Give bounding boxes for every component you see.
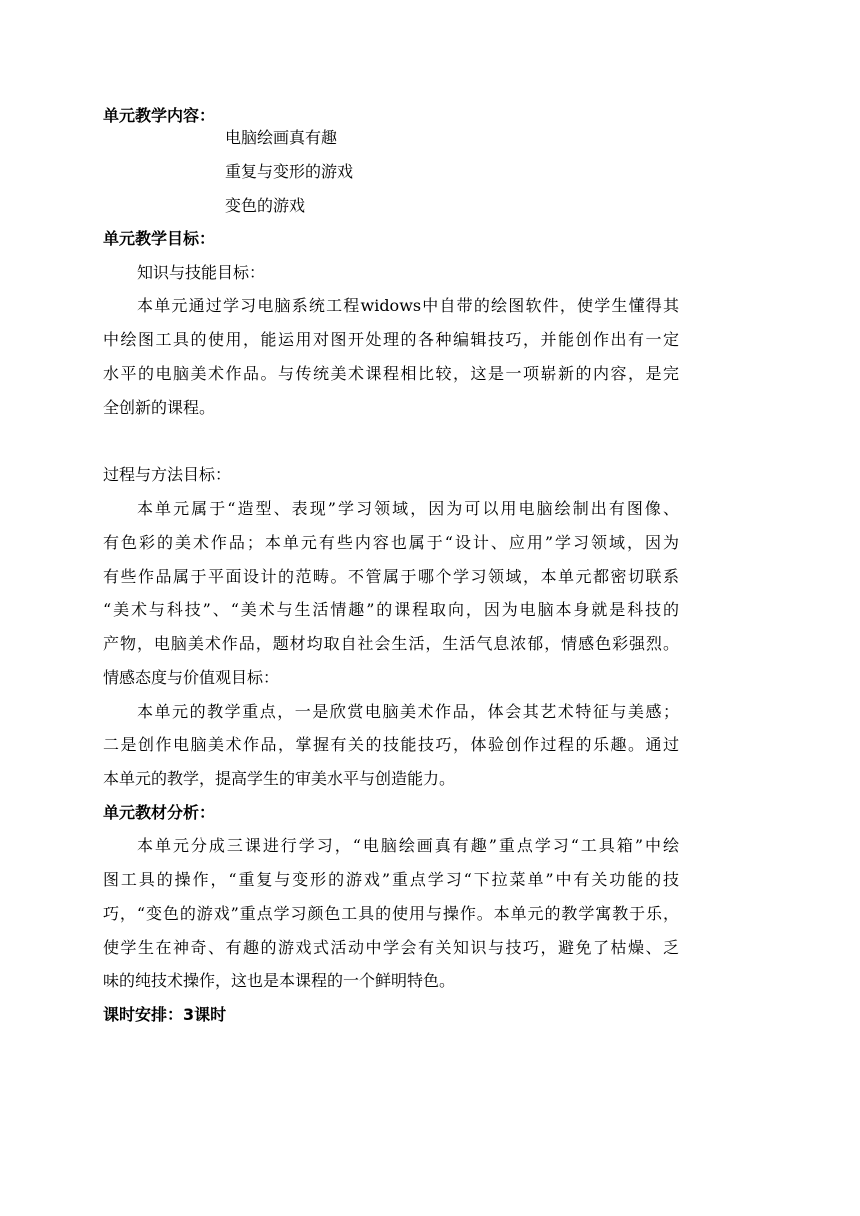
process-line-3: 有些作品属于平面设计的范畴。不管属于哪个学习领域，本单元都密切联系 [103, 567, 679, 586]
knowledge-line-1: 本单元通过学习电脑系统工程widows中自带的绘图软件，使学生懂得其 [137, 296, 679, 315]
content-item-2: 重复与变形的游戏 [225, 162, 354, 181]
process-goal-label: 过程与方法目标： [103, 465, 232, 484]
heading-unit-analysis: 单元教材分析： [103, 803, 216, 822]
process-line-2: 有色彩的美术作品；本单元有些内容也属于“设计、应用”学习领域，因为 [103, 533, 679, 552]
analysis-line-4: 使学生在神奇、有趣的游戏式活动中学会有关知识与技巧，避免了枯燥、乏 [103, 938, 679, 957]
content-item-3: 变色的游戏 [225, 196, 306, 215]
analysis-line-5: 味的纯技术操作，这也是本课程的一个鲜明特色。 [103, 971, 456, 990]
attitude-line-3: 本单元的教学，提高学生的审美水平与创造能力。 [103, 769, 456, 788]
attitude-line-1: 本单元的教学重点，一是欣赏电脑美术作品，体会其艺术特征与美感； [137, 702, 679, 721]
knowledge-line-2: 中绘图工具的使用，能运用对图开处理的各种编辑技巧，并能创作出有一定 [103, 330, 679, 349]
analysis-line-3: 巧，“变色的游戏”重点学习颜色工具的使用与操作。本单元的教学寓教于乐， [103, 904, 679, 923]
process-line-4: “美术与科技”、“美术与生活情趣”的课程取向，因为电脑本身就是科技的 [103, 600, 679, 619]
content-item-1: 电脑绘画真有趣 [225, 128, 338, 147]
attitude-goal-label: 情感态度与价值观目标： [103, 668, 280, 687]
heading-unit-goals: 单元教学目标： [103, 229, 216, 248]
attitude-line-2: 二是创作电脑美术作品，掌握有关的技能技巧，体验创作过程的乐趣。通过 [103, 735, 679, 754]
knowledge-line-4: 全创新的课程。 [103, 398, 216, 417]
heading-unit-content: 单元教学内容： [103, 106, 216, 125]
knowledge-line-3: 水平的电脑美术作品。与传统美术课程相比较，这是一项崭新的内容，是完 [103, 364, 679, 383]
process-line-5: 产物，电脑美术作品，题材均取自社会生活，生活气息浓郁，情感色彩强烈。 [103, 634, 679, 653]
analysis-line-1: 本单元分成三课进行学习，“电脑绘画真有趣”重点学习“工具箱”中绘 [137, 836, 679, 855]
process-line-1: 本单元属于“造型、表现”学习领域，因为可以用电脑绘制出有图像、 [137, 499, 679, 518]
schedule-line: 课时安排：3课时 [103, 1005, 227, 1024]
knowledge-goal-label: 知识与技能目标： [137, 263, 266, 282]
analysis-line-2: 图工具的操作，“重复与变形的游戏”重点学习“下拉菜单”中有关功能的技 [103, 870, 679, 889]
